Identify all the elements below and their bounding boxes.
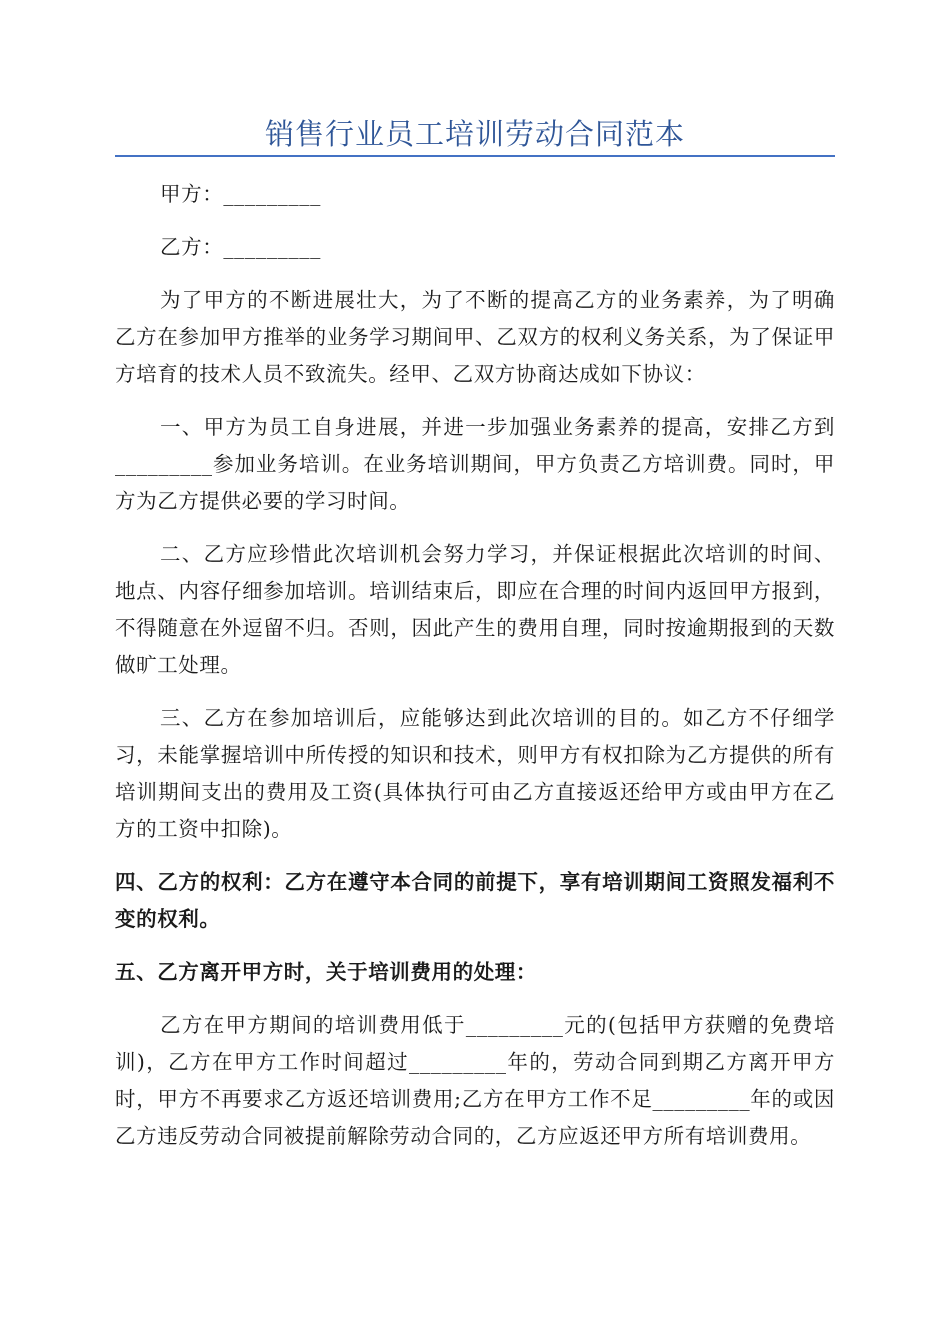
clause-5-blank-years-short: _________ (652, 1087, 751, 1111)
intro-paragraph: 为了甲方的不断进展壮大，为了不断的提高乙方的业务素养，为了明确乙方在参加甲方推举的业务学习期间甲、乙双方的权利义务关系，为了保证甲方培育的技术人员不致流失。经甲、乙双方协商达成如下协议： (115, 288, 835, 386)
document-title: 销售行业员工培训劳动合同范本 (264, 117, 685, 151)
clause-1-text-a: 一、甲方为员工自身进展，并进一步加强业务素养的提高，安排乙方到 (160, 415, 835, 439)
clause-4: 四、乙方的权利：乙方在遵守本合同的前提下，享有培训期间工资照发福利不变的权利。 (115, 870, 835, 931)
party-a-label: 甲方： (160, 182, 224, 206)
clause-1 (115, 409, 835, 520)
clause-5-text-c: 年的，劳动合同到期乙方离开甲方时，甲方不再要求乙方返还培训费用;乙方在甲方工作不足 (115, 1050, 836, 1111)
clause-2: 二、乙方应珍惜此次培训机会努力学习，并保证根据此次培训的时间、地点、内容仔细参加培训。培训结束后，即应在合理的时间内返回甲方报到，不得随意在外逗留不归。否则，因此产生的费用自理，同时按逾期报到的天数做旷工处理。 (115, 542, 835, 677)
clause-5-blank-amount: _________ (465, 1013, 564, 1037)
clause-5-text-d: 年的或因乙方违反劳动合同被提前解除劳动合同的，乙方应返还甲方所有培训费用。 (115, 1087, 835, 1148)
clause-5-text-b: 元的(包括甲方获赠的免费培训)，乙方在甲方工作时间超过 (115, 1013, 835, 1074)
clause-1-blank: _________ (115, 452, 213, 476)
clause-1-text-b: 参加业务培训。在业务培训期间，甲方负责乙方培训费。同时，甲方为乙方提供必要的学习时间。 (115, 452, 835, 513)
party-b-line (115, 229, 835, 266)
clause-5-text-a: 乙方在甲方期间的培训费用低于 (160, 1013, 466, 1037)
document-body (115, 176, 835, 1171)
clause-5-heading: 五、乙方离开甲方时，关于培训费用的处理： (115, 960, 537, 984)
clause-5-paragraph (115, 1007, 835, 1155)
party-a-blank: _________ (223, 182, 321, 206)
party-b-label: 乙方： (160, 235, 224, 259)
party-b-blank: _________ (223, 235, 321, 259)
party-a-line (115, 176, 835, 213)
title-underline (115, 155, 835, 157)
clause-3: 三、乙方在参加培训后，应能够达到此次培训的目的。如乙方不仔细学习，未能掌握培训中所传授的知识和技术，则甲方有权扣除为乙方提供的所有培训期间支出的费用及工资(具体执行可由乙方直接返还给甲方或由甲方在乙方的工资中扣除)。 (115, 706, 835, 841)
clause-5-blank-years: _________ (408, 1050, 507, 1074)
